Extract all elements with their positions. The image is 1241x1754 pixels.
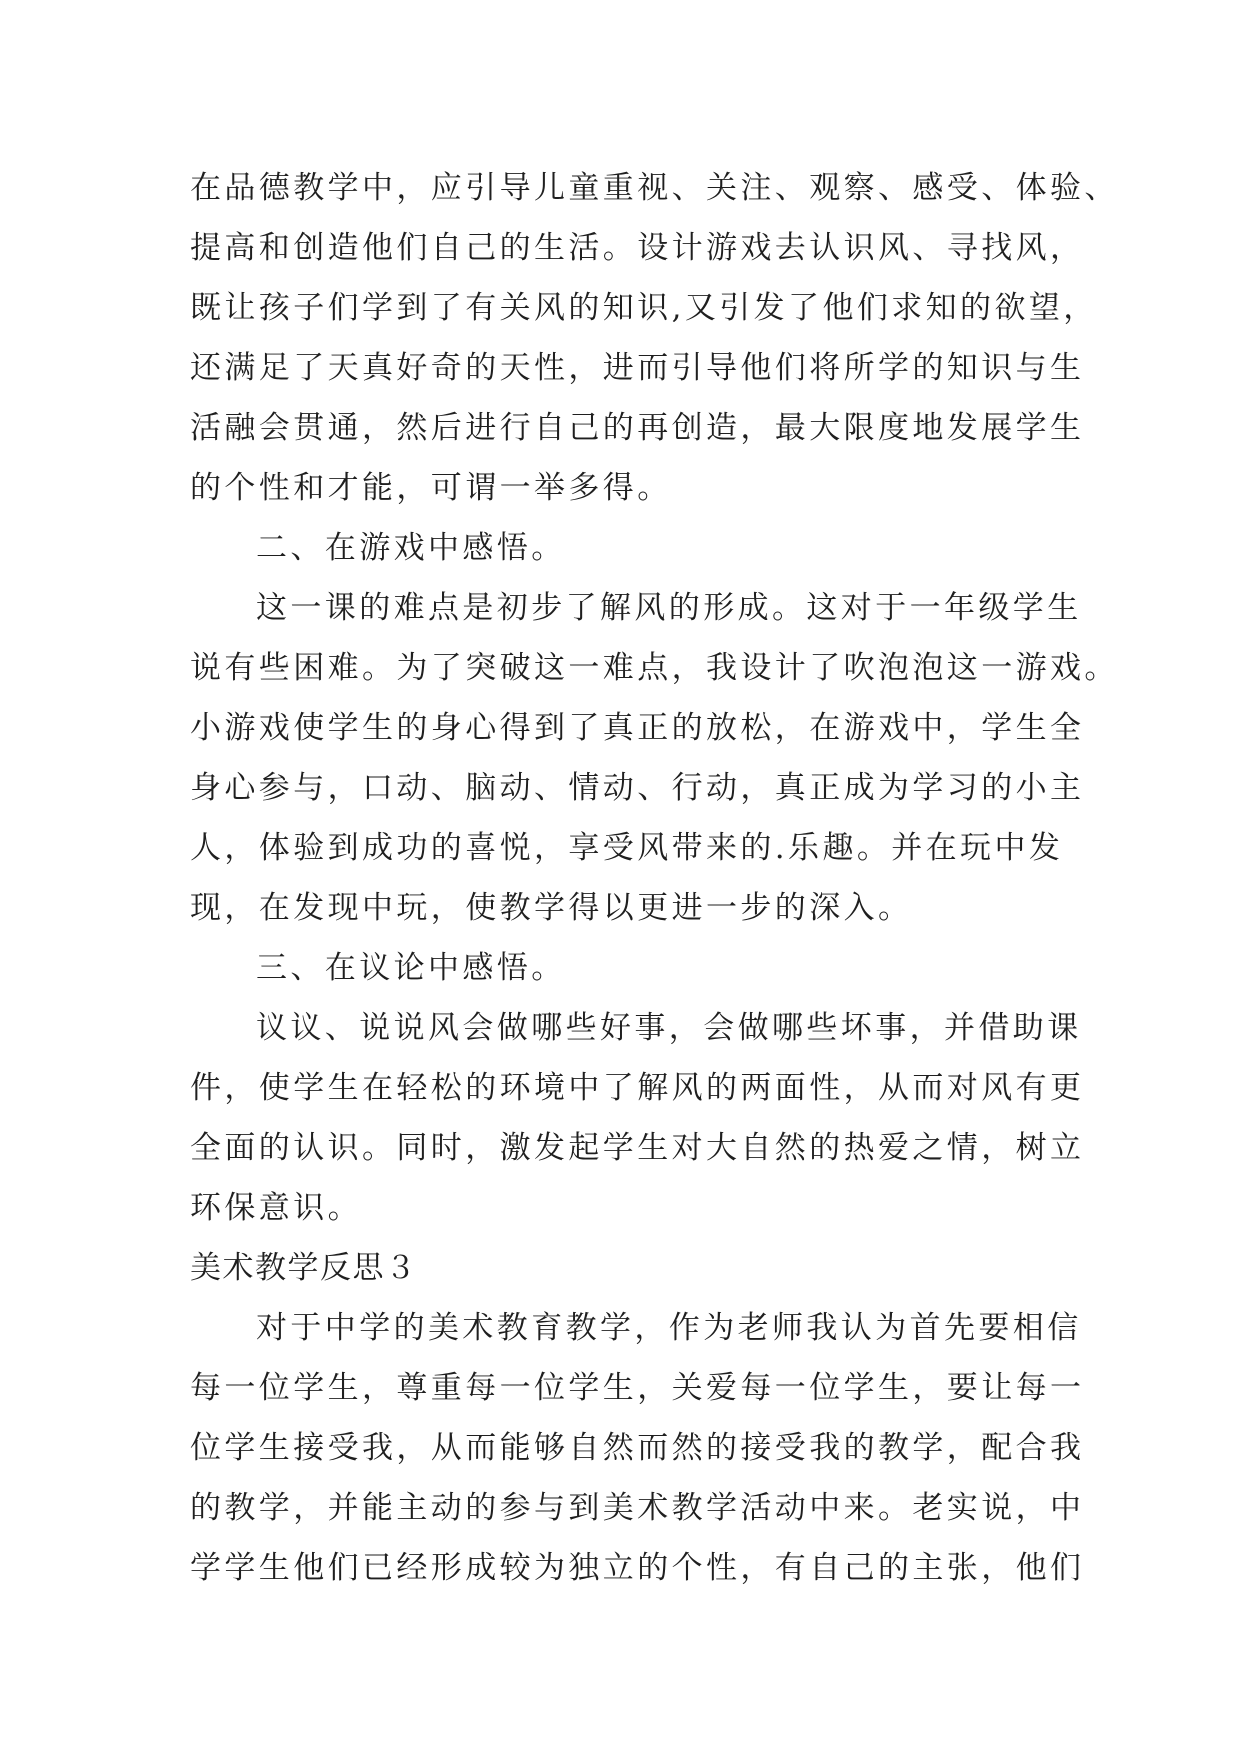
text-line: 人，体验到成功的喜悦，享受风带来的.乐趣。并在玩中发 [190,830,1064,866]
text-line: 这一课的难点是初步了解风的形成。这对于一年级学生 [256,590,1082,626]
text-line: 既让孩子们学到了有关风的知识,又引发了他们求知的欲望， [190,290,1098,326]
text-line: 每一位学生，尊重每一位学生，关爱每一位学生，要让每一 [190,1370,1085,1406]
text-line: 的个性和才能，可谓一举多得。 [190,470,672,506]
article-title: 美术教学反思３ [190,1250,418,1286]
text-line: 活融会贯通，然后进行自己的再创造，最大限度地发展学生 [190,410,1085,446]
text-line: 现，在发现中玩，使教学得以更进一步的深入。 [190,890,913,926]
text-line: 还满足了天真好奇的天性，进而引导他们将所学的知识与生 [190,350,1085,386]
text-line: 的教学，并能主动的参与到美术教学活动中来。老实说，中 [190,1490,1085,1526]
text-line: 位学生接受我，从而能够自然而然的接受我的教学，配合我 [190,1430,1085,1466]
text-line: 环保意识。 [190,1190,362,1226]
text-line: 学学生他们已经形成较为独立的个性，有自己的主张，他们 [190,1550,1085,1586]
section-heading-2: 二、在游戏中感悟。 [256,530,566,566]
text-line: 说有些困难。为了突破这一难点，我设计了吹泡泡这一游戏。 [190,650,1119,686]
text-line: 在品德教学中，应引导儿童重视、关注、观察、感受、体验、 [190,170,1119,206]
text-line: 件，使学生在轻松的环境中了解风的两面性，从而对风有更 [190,1070,1085,1106]
section-heading-3: 三、在议论中感悟。 [256,950,566,986]
document-body [190,158,1119,1598]
text-line: 小游戏使学生的身心得到了真正的放松，在游戏中，学生全 [190,710,1085,746]
text-line: 议议、说说风会做哪些好事，会做哪些坏事，并借助课 [256,1010,1082,1046]
text-line: 全面的认识。同时，激发起学生对大自然的热爱之情，树立 [190,1130,1085,1166]
text-line: 对于中学的美术教育教学，作为老师我认为首先要相信 [256,1310,1082,1346]
text-line: 提高和创造他们自己的生活。设计游戏去认识风、寻找风， [190,230,1085,266]
text-line: 身心参与，口动、脑动、情动、行动，真正成为学习的小主 [190,770,1085,806]
